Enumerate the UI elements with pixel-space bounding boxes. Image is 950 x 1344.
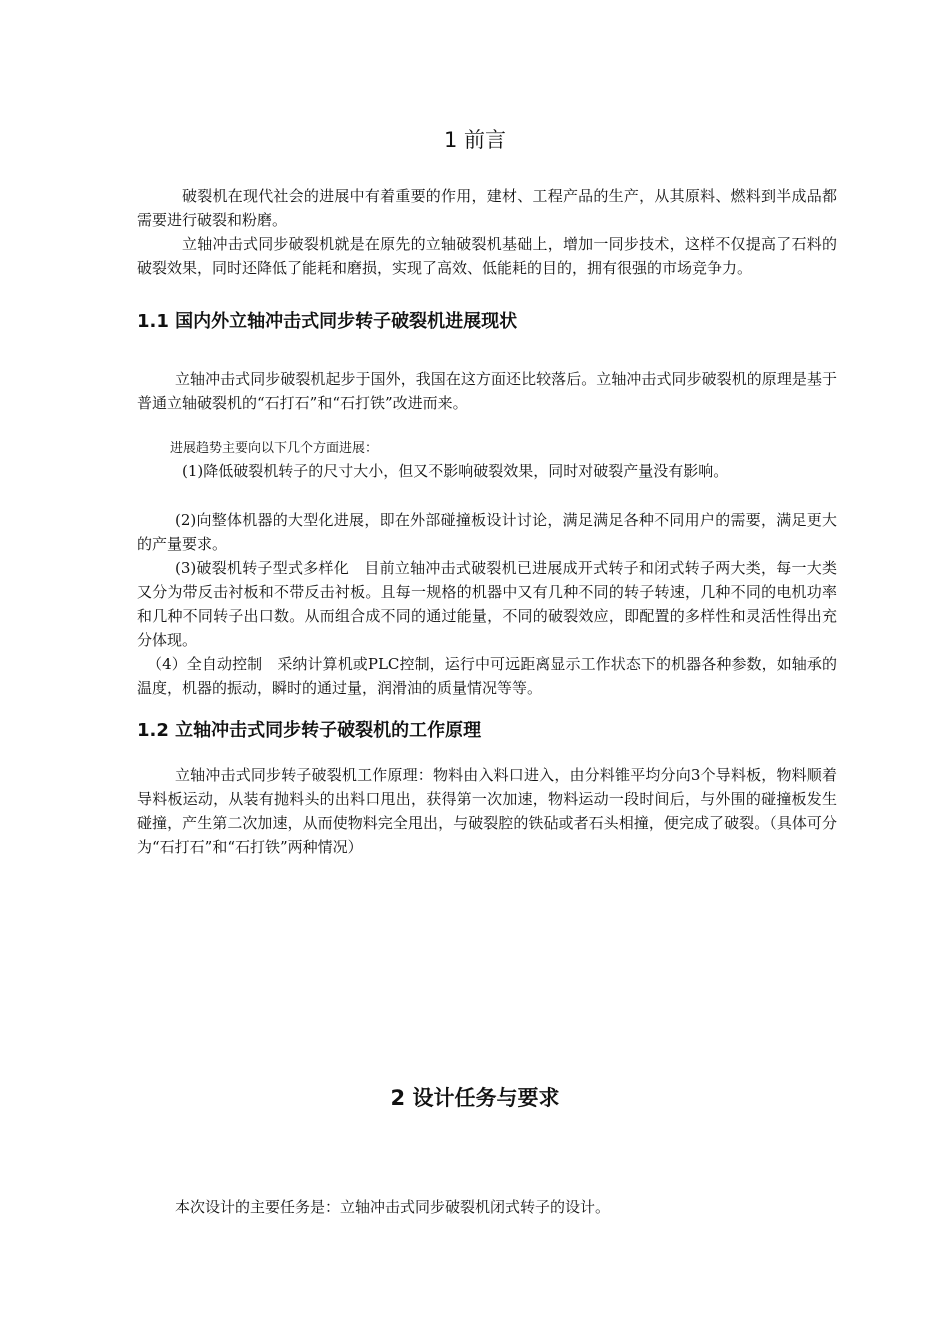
section-1-paragraph-2: 立轴冲击式同步破裂机就是在原先的立轴破裂机基础上，增加一同步技术，这样不仅提高了石料的破裂效果，同时还降低了能耗和磨损，实现了高效、低能耗的目的，拥有很强的市场竞争力。 bbox=[137, 235, 837, 277]
section-1-1-paragraph-1: 立轴冲击式同步破裂机起步于国外，我国在这方面还比较落后。立轴冲击式同步破裂机的原理是基于普通立轴破裂机的“石打石”和“石打铁”改进而来。 bbox=[137, 370, 837, 412]
trend-item-2: (2)向整体机器的大型化进展，即在外部碰撞板设计讨论，满足满足各种不同用户的需要，满足更大的产量要求。 bbox=[137, 511, 837, 553]
trend-item-1: (1)降低破裂机转子的尺寸大小，但又不影响破裂效果，同时对破裂产量没有影响。 bbox=[182, 462, 729, 480]
trend-item-3: (3)破裂机转子型式多样化 目前立轴冲击式破裂机已进展成开式转子和闭式转子两大类，每一大类又分为带反击衬板和不带反击衬板。且每一规格的机器中又有几种不同的转子转速，几种不同的电机功率和几种不同转子出口数。从而组合成不同的通过能量，不同的破裂效应，即配置的多样性和灵活性得出充分体现。 bbox=[137, 559, 837, 649]
section-2-paragraph-1: 本次设计的主要任务是：立轴冲击式同步破裂机闭式转子的设计。 bbox=[175, 1198, 611, 1216]
section-1-2-paragraph-1: 立轴冲击式同步转子破裂机工作原理：物料由入料口进入，由分料锥平均分向3个导料板，物料顺着导料板运动，从装有抛料头的出料口甩出，获得第一次加速，物料运动一段时间后，与外围的碰撞板发生碰撞，产生第二次加速，从而使物料完全甩出，与破裂腔的铁砧或者石头相撞，便完成了破裂。（具体可分为“石打石”和“石打铁”两种情况） bbox=[137, 766, 837, 856]
trend-item-4: （4）全自动控制 采纳计算机或PLC控制，运行中可远距离显示工作状态下的机器各种参数，如轴承的温度，机器的振动，瞬时的通过量，润滑油的质量情况等等。 bbox=[137, 655, 837, 697]
section-1-2-title: 1.2 立轴冲击式同步转子破裂机的工作原理 bbox=[137, 720, 482, 741]
section-1-title: 1 前言 bbox=[443, 128, 507, 152]
trend-intro: 进展趋势主要向以下几个方面进展： bbox=[170, 441, 379, 456]
section-1-paragraph-1: 破裂机在现代社会的进展中有着重要的作用，建材、工程产品的生产，从其原料、燃料到半成品都需要进行破裂和粉磨。 bbox=[137, 187, 837, 229]
section-2-title: 2 设计任务与要求 bbox=[390, 1086, 560, 1110]
section-1-1-title: 1.1 国内外立轴冲击式同步转子破裂机进展现状 bbox=[137, 311, 518, 332]
